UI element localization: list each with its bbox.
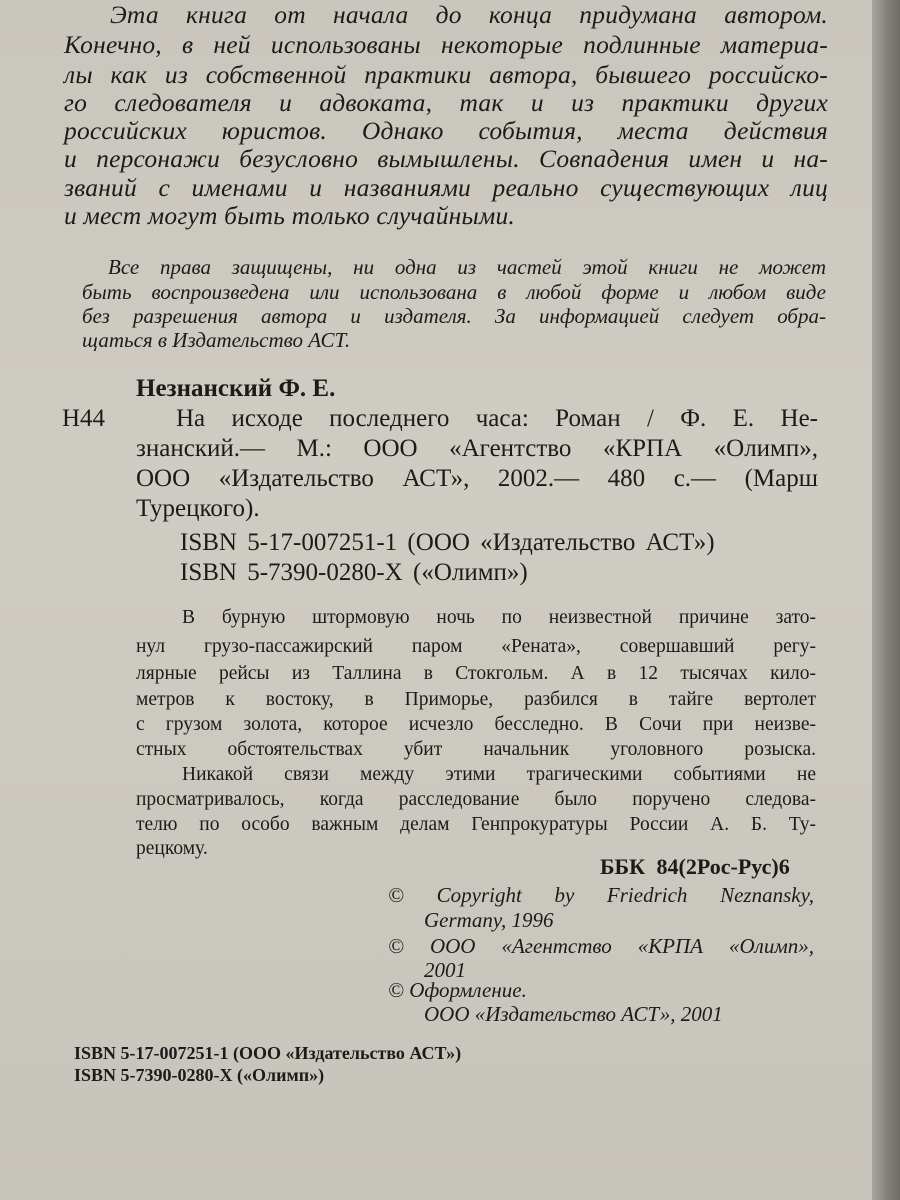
copyright-line-4: 2001 <box>424 958 466 982</box>
copyright-line-6: ООО «Издательство АСТ», 2001 <box>424 1002 723 1026</box>
annotation-line-4: метров к востоку, в Приморье, разбился в тайге вертолет <box>136 689 816 710</box>
disclaimer-line-1: Эта книга от начала до конца придумана автором. <box>110 0 828 29</box>
disclaimer-line-8: и мест могут быть только случайными. <box>64 201 515 230</box>
copyright-line-2: Germany, 1996 <box>424 908 554 932</box>
catalog-isbn-1: ISBN 5-17-007251-1 (ООО «Издательство АСТ») <box>180 529 715 556</box>
annotation-line-9: телю по особо важным делам Генпрокуратуры России А. Б. Ту- <box>136 814 816 835</box>
catalog-code: Н44 <box>62 405 106 432</box>
annotation-line-2: нул грузо-пассажирский паром «Рената», совершавший регу- <box>136 636 816 657</box>
catalog-desc-line-2: знанский.— М.: ООО «Агентство «КРПА «Олимп», <box>136 435 818 462</box>
annotation-line-8: просматривалось, когда расследование было поручено следова- <box>136 789 816 810</box>
catalog-desc-line-3: ООО «Издательство АСТ», 2002.— 480 с.— (Марш <box>136 465 818 492</box>
disclaimer-line-7: званий с именами и названиями реально существующих лиц <box>64 173 828 202</box>
copyright-line-3: © ООО «Агентство «КРПА «Олимп», <box>388 934 814 958</box>
copyright-line-5: © Оформление. <box>388 978 527 1002</box>
disclaimer-line-4: го следователя и адвоката, так и из практики других <box>64 88 828 117</box>
copyright-line-1: © Copyright by Friedrich Neznansky, <box>388 883 814 907</box>
rights-line-3: без разрешения автора и издателя. За информацией следует обра- <box>82 304 826 328</box>
annotation-line-6: стных обстоятельствах убит начальник уголовного розыска. <box>136 739 816 760</box>
rights-line-4: щаться в Издательство АСТ. <box>82 328 351 352</box>
disclaimer-line-3: лы как из собственной практики автора, бывшего российско- <box>64 60 828 89</box>
catalog-desc-line-1: На исходе последнего часа: Роман / Ф. Е. Не- <box>176 405 818 432</box>
annotation-line-3: лярные рейсы из Таллина в Стокгольм. А в 12 тысячах кило- <box>136 663 816 684</box>
footer-isbn-1: ISBN 5-17-007251-1 (ООО «Издательство АСТ») <box>74 1043 462 1063</box>
annotation-line-5: с грузом золота, которое исчезло бесследно. В Сочи при неизве- <box>136 714 816 735</box>
catalog-isbn-2: ISBN 5-7390-0280-X («Олимп») <box>180 559 528 586</box>
footer-isbn-2: ISBN 5-7390-0280-X («Олимп») <box>74 1065 325 1085</box>
disclaimer-line-5: российских юристов. Однако события, места действия <box>64 116 828 145</box>
catalog-desc-line-4: Турецкого). <box>136 495 260 522</box>
disclaimer-line-6: и персонажи безусловно вымышлены. Совпадения имен и на- <box>64 144 828 173</box>
annotation-line-10: рецкому. <box>136 838 208 859</box>
rights-line-2: быть воспроизведена или использована в любой форме и любом виде <box>82 280 826 304</box>
page-edge-shadow <box>872 0 900 1200</box>
disclaimer-line-2: Конечно, в ней использованы некоторые подлинные материа- <box>64 30 828 59</box>
bbk-code: ББК 84(2Рос-Рус)6 <box>600 854 790 879</box>
annotation-line-7: Никакой связи между этими трагическими событиями не <box>182 764 816 785</box>
annotation-line-1: В бурную штормовую ночь по неизвестной причине зато- <box>182 607 816 628</box>
rights-line-1: Все права защищены, ни одна из частей этой книги не может <box>108 255 826 279</box>
catalog-author: Незнанский Ф. Е. <box>136 375 336 402</box>
